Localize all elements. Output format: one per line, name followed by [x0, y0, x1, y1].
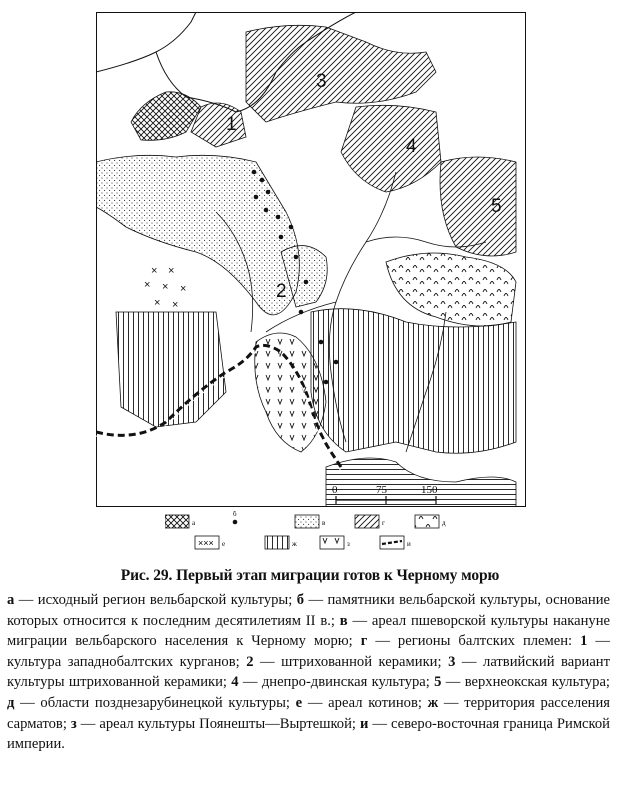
legend-key-text: — ареал пшеворской культуры накануне миграции вельбарского населения к Черному морю;	[7, 612, 610, 650]
legend-key-term: з	[70, 715, 77, 732]
legend-key-text: — штрихованной керамики;	[253, 653, 449, 670]
figure-caption: Рис. 29. Первый этап миграции готов к Черному морю	[120, 567, 500, 584]
region-sarmatians-east	[311, 309, 516, 454]
legend-key-text: — северо-восточная граница Римской империи.	[7, 715, 610, 753]
legend-key-term: 4	[231, 674, 239, 691]
figure-description	[7, 590, 610, 755]
legend-key-text: — латвийский вариант культуры штрихованной керамики;	[7, 653, 610, 691]
legend-key-text: — исходный регион вельбарской культуры;	[14, 592, 297, 608]
scale-tick-150: 150	[421, 484, 438, 496]
legend-v-key: в	[322, 519, 326, 527]
legend-key-text: — территория расселения сарматов;	[7, 694, 611, 732]
svg-text:×: ×	[172, 299, 179, 311]
region-label-4: 4	[406, 136, 417, 157]
svg-text:×: ×	[151, 265, 158, 277]
legend-i-key: и	[407, 540, 411, 548]
legend-b	[233, 511, 238, 524]
legend-z	[320, 536, 350, 549]
svg-text:×: ×	[180, 283, 187, 295]
scale-tick-75: 75	[376, 484, 387, 496]
region-label-3: 3	[316, 71, 327, 92]
legend-g	[355, 515, 385, 528]
legend-key-term: 1	[580, 633, 588, 650]
description-paragraph	[7, 590, 610, 755]
legend-z-key: з	[347, 540, 350, 548]
region-label-2: 2	[276, 281, 287, 302]
legend-e	[195, 536, 225, 549]
legend-key-term: ж	[427, 694, 439, 711]
legend-key-term: 2	[246, 653, 254, 670]
svg-text:×: ×	[154, 297, 161, 309]
legend-key-term: в	[339, 612, 348, 629]
legend-key-term: и	[359, 715, 369, 732]
region-label-5: 5	[491, 196, 502, 217]
scale-tick-0: 0	[332, 484, 338, 496]
svg-text:×: ×	[162, 281, 169, 293]
legend-key-term: г	[360, 633, 368, 650]
legend-key-text: — ареал культуры Поянешты—Выртешкой;	[76, 715, 360, 732]
legend-a-key: а	[192, 519, 196, 527]
legend-d-key: д	[442, 519, 446, 527]
legend-key-text: — памятники вельбарской культуры, основание которых относится к последним десятилетиям II в.;	[7, 592, 610, 629]
legend-key-text: — области позднезарубинецкой культуры;	[14, 694, 296, 711]
legend-key-term: д	[7, 694, 15, 711]
legend-key-text: — ареал котинов;	[302, 694, 428, 711]
legend-zh-key: ж	[292, 540, 297, 548]
legend-v	[295, 515, 326, 528]
legend-b-key: б	[233, 511, 237, 518]
legend-zh	[265, 536, 297, 549]
legend-key-text: — регионы балтских племен:	[367, 633, 581, 650]
legend-a	[165, 515, 196, 528]
legend-key-term: е	[295, 694, 303, 711]
region-label-1: 1	[226, 114, 237, 135]
svg-text:×: ×	[168, 265, 175, 277]
legend-key-text: — культура западнобалтских курганов;	[7, 633, 610, 670]
legend-g-key: г	[382, 519, 385, 527]
legend-key-term: а	[7, 592, 15, 608]
legend-key-text: — днепро-двинская культура;	[238, 674, 435, 691]
legend-key-text: — верхнеокская культура;	[441, 674, 610, 691]
legend-key-term: 3	[448, 653, 456, 670]
svg-text:×: ×	[144, 279, 151, 291]
svg-text:×××: ×××	[198, 538, 214, 548]
migration-map	[96, 12, 526, 507]
legend-key-term: б	[296, 592, 305, 608]
legend-e-key: е	[222, 540, 226, 548]
legend-key-term: 5	[434, 674, 442, 691]
legend-i	[380, 536, 411, 549]
legend-d	[415, 515, 446, 528]
map-legend	[165, 511, 455, 553]
